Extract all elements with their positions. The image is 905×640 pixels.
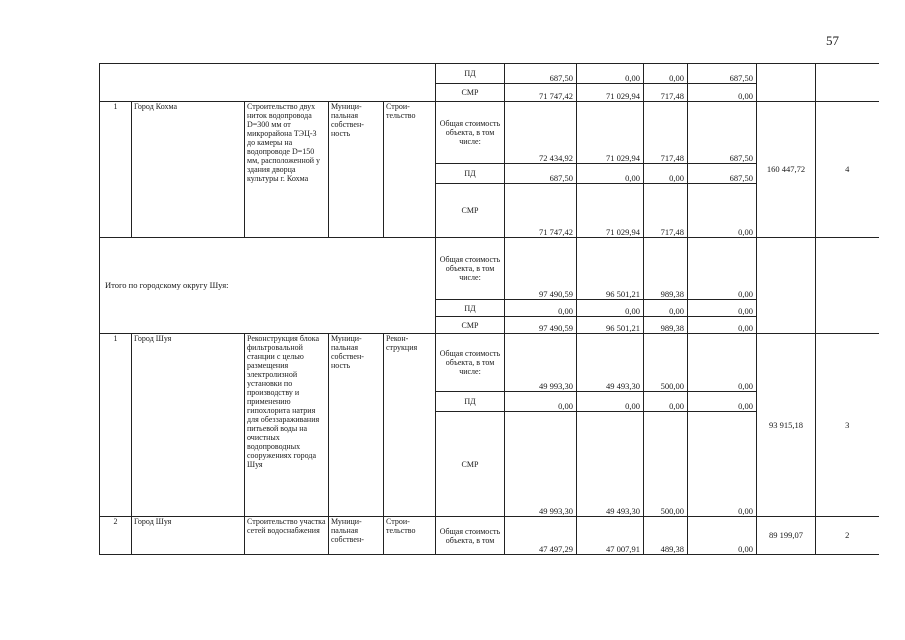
cell-value: 96 501,21	[577, 317, 644, 334]
cell-value: 989,38	[644, 317, 688, 334]
cell-value: 0,00	[644, 300, 688, 317]
cell-value: 0,00	[688, 517, 757, 555]
blank-cell	[816, 238, 879, 334]
table-row	[100, 64, 879, 84]
pd-label: ПД	[436, 64, 505, 84]
cell-value: 0,00	[688, 84, 757, 102]
cell-value: 687,50	[688, 164, 757, 184]
total-cost-label: Общая стоимость объекта, в том числе:	[436, 238, 505, 300]
cell-value: 717,48	[644, 84, 688, 102]
cell-value: 687,50	[505, 64, 577, 84]
page-number: 57	[826, 33, 839, 48]
cell-value: 47 007,91	[577, 517, 644, 555]
pd-label: ПД	[436, 164, 505, 184]
cell-value: 71 029,94	[577, 102, 644, 164]
description-cell: Строительство двух ниток водопровода D=300 мм от микрорайона ТЭЦ-3 до камеры на водопроводе D=150 мм, расположенной у здания дворца культуры г. Кохма	[245, 102, 329, 238]
blank-cell	[757, 64, 816, 102]
cell-value: 72 434,92	[505, 102, 577, 164]
cell-value: 97 490,59	[505, 317, 577, 334]
cell-value: 500,00	[644, 334, 688, 392]
pd-label: ПД	[436, 300, 505, 317]
cell-value: 0,00	[505, 392, 577, 412]
cell-value: 0,00	[644, 164, 688, 184]
pd-label: ПД	[436, 392, 505, 412]
cell-value: 0,00	[577, 300, 644, 317]
ownership-cell: Муници-пальная собствен-	[329, 517, 384, 555]
ownership-cell: Муници-пальная собствен-ность	[329, 334, 384, 517]
cell-value: 500,00	[644, 412, 688, 517]
description-cell: Реконструкция блока фильтровальной станции с целью размещения электролизной установки по производству и применению гипохлорита натрия для обеззараживания питьевой воды на очистных водопроводных сооружениях города Шуя	[245, 334, 329, 517]
total-cost-label: Общая стоимость объекта, в том числе:	[436, 334, 505, 392]
cell-value: 687,50	[505, 164, 577, 184]
count-cell: 2	[816, 517, 879, 555]
table-row	[100, 517, 879, 555]
total-cost-label: Общая стоимость объекта, в том	[436, 517, 505, 555]
count-cell: 3	[816, 334, 879, 517]
row-number: 1	[100, 102, 132, 238]
city-cell: Город Шуя	[132, 334, 245, 517]
blank-cell	[100, 64, 436, 102]
table-row	[100, 238, 879, 300]
row-number: 1	[100, 334, 132, 517]
cell-value: 489,38	[644, 517, 688, 555]
cell-value: 0,00	[577, 392, 644, 412]
cell-value: 71 029,94	[577, 84, 644, 102]
cell-value: 96 501,21	[577, 238, 644, 300]
cell-value: 0,00	[688, 392, 757, 412]
capacity-cell: 93 915,18	[757, 334, 816, 517]
work-type-cell: Строи-тельство	[384, 102, 436, 238]
cell-value: 0,00	[688, 334, 757, 392]
cell-value: 71 029,94	[577, 184, 644, 238]
cell-value: 71 747,42	[505, 184, 577, 238]
cell-value: 0,00	[688, 317, 757, 334]
cell-value: 97 490,59	[505, 238, 577, 300]
smr-label: СМР	[436, 84, 505, 102]
cell-value: 49 493,30	[577, 412, 644, 517]
cell-value: 717,48	[644, 102, 688, 164]
cell-value: 687,50	[688, 64, 757, 84]
cell-value: 0,00	[644, 64, 688, 84]
table-row	[100, 102, 879, 164]
work-type-cell: Рекон-струкция	[384, 334, 436, 517]
cell-value: 717,48	[644, 184, 688, 238]
cell-value: 0,00	[688, 300, 757, 317]
investment-table	[99, 63, 879, 555]
cell-value: 0,00	[505, 300, 577, 317]
total-cost-label: Общая стоимость объекта, в том числе:	[436, 102, 505, 164]
cell-value: 0,00	[688, 412, 757, 517]
smr-label: СМР	[436, 184, 505, 238]
ownership-cell: Муници-пальная собствен-ность	[329, 102, 384, 238]
cell-value: 71 747,42	[505, 84, 577, 102]
count-cell: 4	[816, 102, 879, 238]
city-cell: Город Кохма	[132, 102, 245, 238]
cell-value: 0,00	[688, 238, 757, 300]
blank-cell	[816, 64, 879, 102]
table-row	[100, 334, 879, 392]
cell-value: 0,00	[688, 184, 757, 238]
capacity-cell: 160 447,72	[757, 102, 816, 238]
city-cell: Город Шуя	[132, 517, 245, 555]
row-number: 2	[100, 517, 132, 555]
cell-value: 687,50	[688, 102, 757, 164]
capacity-cell: 89 199,07	[757, 517, 816, 555]
smr-label: СМР	[436, 317, 505, 334]
cell-value: 49 993,30	[505, 334, 577, 392]
cell-value: 0,00	[577, 64, 644, 84]
description-cell: Строительство участка сетей водоснабжения	[245, 517, 329, 555]
subtotal-label: Итого по городскому округу Шуя:	[100, 238, 436, 334]
cell-value: 0,00	[644, 392, 688, 412]
work-type-cell: Строи-тельство	[384, 517, 436, 555]
cell-value: 49 493,30	[577, 334, 644, 392]
cell-value: 989,38	[644, 238, 688, 300]
cell-value: 49 993,30	[505, 412, 577, 517]
smr-label: СМР	[436, 412, 505, 517]
cell-value: 47 497,29	[505, 517, 577, 555]
blank-cell	[757, 238, 816, 334]
cell-value: 0,00	[577, 164, 644, 184]
